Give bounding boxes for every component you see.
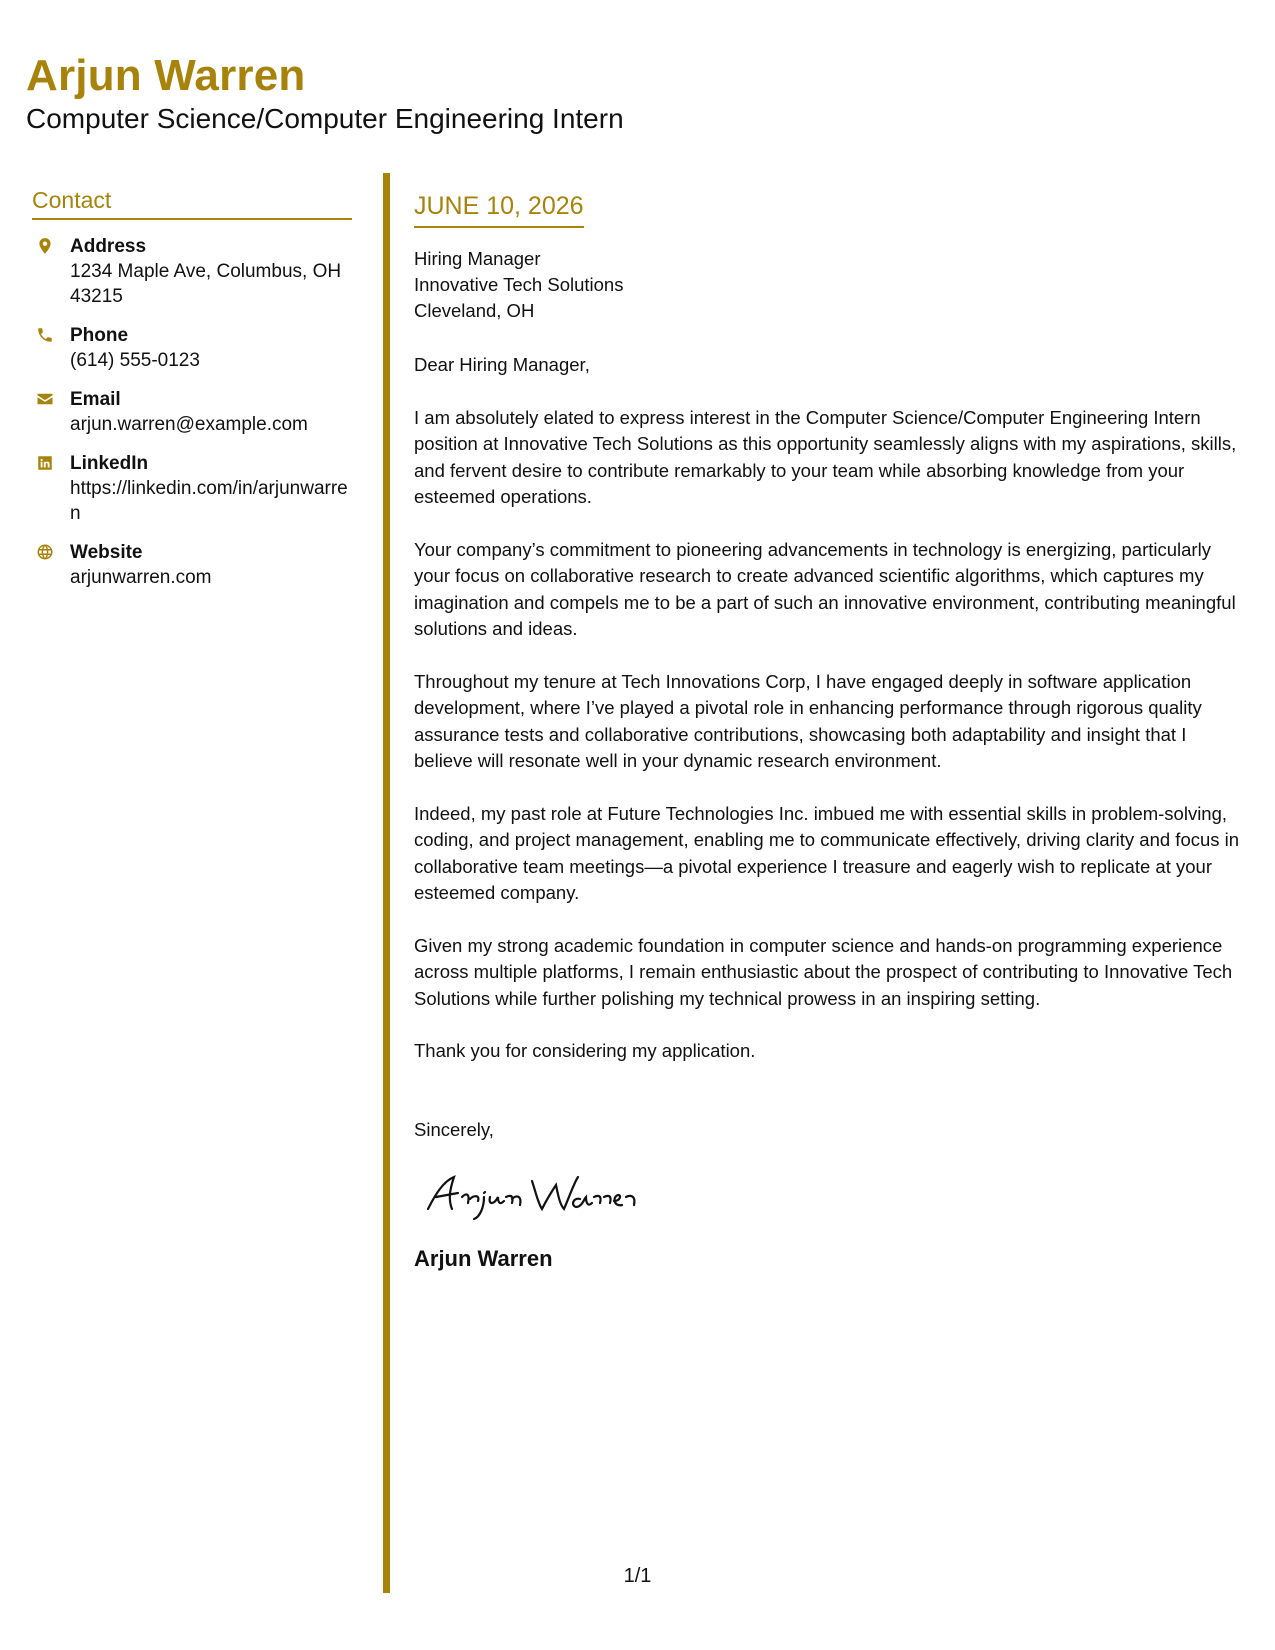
page-number: 1/1	[623, 1565, 652, 1587]
contact-item-address	[32, 234, 352, 309]
signature-drawing	[414, 1163, 674, 1223]
globe-icon	[35, 542, 55, 562]
contact-item-linkedin	[32, 451, 352, 526]
contact-label: Address	[70, 236, 147, 257]
paragraph: Thank you for considering my application.	[414, 1040, 756, 1061]
paragraph: Indeed, my past role at Future Technologies Inc. imbued me with essential skills in problem-solving, coding, and project management, enabling me to communicate effectively, driving clarity and focus in collaborative team meetings—a pivotal experience I treasure and eagerly wish to replicate at your esteemed company.	[414, 802, 1240, 903]
website-value[interactable]: arjunwarren.com	[70, 567, 212, 588]
contact-section-title: Contact	[32, 186, 352, 220]
phone-value: (614) 555-0123	[70, 350, 200, 371]
contact-label: Email	[70, 389, 121, 410]
handwritten-signature	[414, 1163, 674, 1223]
contact-sidebar	[32, 186, 352, 604]
phone-icon	[35, 325, 55, 345]
letter-body	[414, 190, 1244, 1273]
contact-label: Phone	[70, 325, 129, 346]
paragraph: Throughout my tenure at Tech Innovations Corp, I have engaged deeply in software application development, where I’ve played a pivotal role in enhancing performance through rigorous quality assurance tests and collaborative contributions, showcasing both adaptability and insight that I believe will resonate well in your dynamic research environment.	[414, 670, 1202, 771]
envelope-icon	[35, 389, 55, 409]
email-value[interactable]: arjun.warren@example.com	[70, 414, 308, 435]
contact-label: LinkedIn	[70, 453, 149, 474]
closing: Sincerely,	[414, 1118, 494, 1140]
address-value: 1234 Maple Ave, Columbus, OH 43215	[70, 261, 342, 307]
header	[26, 50, 624, 136]
salutation: Dear Hiring Manager,	[414, 354, 590, 375]
candidate-name: Arjun Warren	[26, 51, 306, 100]
recipient-line: Innovative Tech Solutions	[414, 274, 624, 295]
contact-label: Website	[70, 542, 143, 563]
recipient-line: Hiring Manager	[414, 248, 541, 269]
recipient-block	[414, 246, 1244, 324]
paragraph: I am absolutely elated to express interest in the Computer Science/Computer Engineering Intern position at Innovative Tech Solutions as this opportunity seamlessly aligns with my aspirations, skills, and fervent desire to contribute remarkably to your team while absorbing knowledge from your esteemed operations.	[414, 406, 1237, 507]
contact-item-email	[32, 387, 352, 437]
linkedin-icon	[35, 453, 55, 473]
vertical-divider	[383, 173, 390, 1593]
signer-name: Arjun Warren	[414, 1246, 553, 1271]
map-pin-icon	[35, 236, 55, 256]
recipient-line: Cleveland, OH	[414, 300, 535, 321]
letter-date: JUNE 10, 2026	[414, 190, 584, 228]
linkedin-value[interactable]: https://linkedin.com/in/arjunwarren	[70, 478, 348, 524]
job-title: Computer Science/Computer Engineering Intern	[26, 103, 624, 134]
paragraph: Given my strong academic foundation in computer science and hands-on programming experience across multiple platforms, I remain enthusiastic about the prospect of contributing to Innovative Tech Solutions while further polishing my technical prowess in an inspiring setting.	[414, 934, 1233, 1009]
contact-list	[32, 234, 352, 590]
paragraph: Your company’s commitment to pioneering advancements in technology is energizing, particularly your focus on collaborative research to create advanced scientific algorithms, which captures my imagination and compels me to be a part of such an innovative environment, contributing meaningful solutions and ideas.	[414, 538, 1236, 639]
contact-item-website	[32, 540, 352, 590]
contact-item-phone	[32, 323, 352, 373]
